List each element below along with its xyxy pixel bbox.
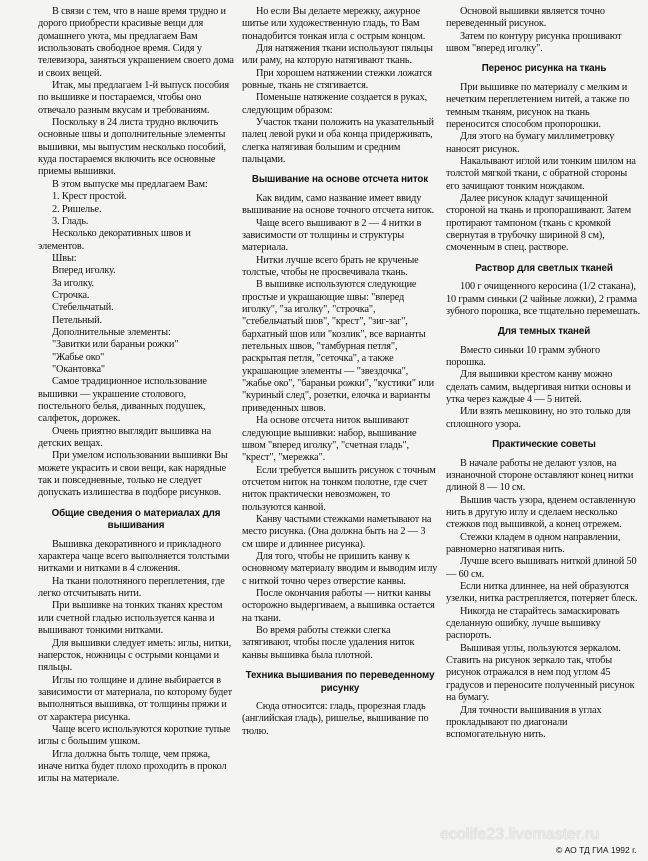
paragraph: Накалывают иглой или тонким шилом на толстой мягкой ткани, с обратной стороны его зачищают тонким нождаком.	[446, 155, 636, 192]
paragraph: Чаще всего вышивают в 2 — 4 нитки в зависимости от толщины и структуры материала.	[242, 217, 422, 254]
section-heading: Перенос рисунка на ткань	[481, 63, 607, 75]
paragraph: Но если Вы делаете мережку, ажурное шитье или художественную гладь, то Вам понадобится тонкая игла с острым концом.	[242, 6, 426, 42]
list-item: 3. Гладь.	[52, 215, 89, 227]
section-heading: Для темных тканей	[497, 326, 591, 338]
paragraph: Для того, чтобы не пришить канву к основному материалу вводим и выводим иглу с ниткой точно через отверстие канвы.	[242, 550, 438, 587]
paragraph: После окончания работы — нитки канвы осторожно выдергиваем, а вышивка остается на ткани.	[242, 587, 435, 624]
section-heading: Раствор для светлых тканей	[475, 262, 613, 274]
paragraph: В начале работы не делают узлов, на изнаночной стороне оставляют конец нитки длиной 8 — 10 см.	[446, 457, 634, 494]
paragraph: Для этого на бумагу миллиметровку наносят рисунок.	[446, 131, 615, 155]
paragraph: Канву частыми стежками наметывают на место рисунка. (Она должна быть на 2 — 3 см шире и длиннее рисунка).	[242, 513, 432, 550]
list-item: "Окантовка"	[52, 363, 105, 375]
paragraph: Если нитка длиннее, на ней образуются узелки, нитка растрепляется, потеряет блеск.	[446, 581, 638, 605]
paragraph: В этом выпуске мы предлагаем Вам:	[52, 178, 208, 190]
list-item: Стебельчатый.	[52, 302, 114, 314]
list-item: Строчка.	[52, 289, 90, 301]
paragraph: Участок ткани положить на указательный палец левой руки и оба конца придерживать, слегка натягивая большим и средним пальцами.	[242, 117, 434, 166]
paragraph: Игла должна быть толще, чем пряжа, иначе нитка будет плохо проходить в прокол иглы на материале.	[38, 748, 227, 785]
section-heading: Техника вышивания по переведенному рисунку	[245, 670, 435, 694]
paragraph: Для вышивки крестом канву можно сделать самим, выдергивая нитки основы и утка через каждые 4 — 5 нитей.	[446, 369, 631, 406]
section-heading: Практические советы	[492, 439, 596, 451]
paragraph: В вышивке используются следующие простые и украшающие швы: "вперед иголку", "за иголку", "строчка", "стебельчатый шов", "крест", "зиг-заг", бархатный шов или "козлик", все варианты петельных швов, "тамбурная петля", раскрытая петля, "сеточка", а также украшающие элементы — "звездочка", "жабье око", "бараньи рожки", "кустики" или "куриный след", розетки, елочка и варианты приведенных швов.	[242, 279, 434, 414]
list-item: За иголку.	[52, 277, 94, 289]
paragraph: Поскольку в 24 листа трудно включить основные швы и дополнительные элементы вышивки, мы выпустим несколько пособий, куда постараемся включить все основные приемы вышивки.	[38, 117, 226, 178]
list-item: "Жабье око"	[52, 351, 105, 363]
paragraph: Итак, мы предлагаем 1-й выпуск пособия по вышивке и постараемся, чтобы оно отвечало разным вкусам и требованиям.	[38, 80, 229, 116]
list-item: Вперед иголку.	[52, 265, 116, 277]
text-column-3	[446, 6, 642, 856]
paragraph: 100 г очищенного керосина (1/2 стакана), 10 грамм синьки (2 чайные ложки), 2 грамма зубного порошка, все тщательно перемешать.	[446, 281, 641, 317]
paragraph: Стежки кладем в одном направлении, равномерно натягивая нить.	[446, 531, 621, 556]
paragraph: Основой вышивки является точно переведенный рисунок.	[446, 6, 605, 30]
paragraph: Лучше всего вышивать ниткой длиной 50 — 60 см.	[446, 556, 637, 580]
paragraph: Нитки лучше всего брать не крученые толстые, чтобы не просвечивала ткань.	[242, 254, 419, 279]
paragraph: Как видим, само название имеет ввиду вышивание на основе точного отсчета ниток.	[242, 192, 435, 217]
paragraph: Для вышивки следует иметь: иглы, нитки, наперсток, ножницы с острыми концами и пяльцы.	[38, 637, 232, 674]
paragraph: Если требуется вышить рисунок с точным отсчетом ниток на тонком полотне, где счет ниток практически невозможен, то пользуются канвой.	[242, 464, 436, 513]
list-item: Дополнительные элементы:	[52, 326, 171, 338]
list-item: Швы:	[52, 252, 77, 264]
paragraph: Во время работы стежки слегка затягивают, чтобы после удаления ниток канвы вышивка была плотной.	[242, 625, 415, 661]
document-page	[38, 6, 642, 856]
watermark: ecolife23.livemaster.ru	[440, 826, 600, 843]
paragraph: Далее рисунок кладут зачищенной стороной на ткань и пропорашивают. Затем протирают тампоном (ткань с кромкой свернутая в трубочку шириной 8 см), смоченным в спец. растворе.	[446, 192, 631, 254]
paragraph: Поменьше натяжение создается в руках, следующим образом:	[242, 92, 428, 116]
text-column-2	[242, 6, 438, 856]
list-item: "Завитки или бараньи рожки"	[52, 339, 179, 351]
paragraph: Вышивая углы, пользуются зеркалом. Ставить на рисунок зеркало так, чтобы рисунок отражался в нем под углом 45 градусов и переносите полученный рисунок на бумагу.	[446, 642, 635, 704]
paragraph: Вышивка декоративного и прикладного характера чаще всего выполняется толстыми нитками и нитками в 4 сложения.	[38, 538, 230, 575]
list-item: Петельный.	[52, 314, 102, 326]
paragraph: При умелом использовании вышивки Вы можете украсить и свои вещи, как нарядные так и повседневные, только не следует допускать излишества в подборе рисунков.	[38, 450, 228, 499]
paragraph: Вышив часть узора, вденем оставленную нить в другую иглу и сделаем несколько стежков под вышивкой, а конец отрежем.	[446, 494, 636, 531]
paragraph: Для натяжения ткани используют пяльцы или раму, на которую натягивают ткань.	[242, 43, 433, 67]
paragraph: Никогда не старайтесь замаскировать сделанную ошибку, лучше вышивку распороть.	[446, 605, 620, 642]
list-item: 1. Крест простой.	[52, 191, 127, 203]
paragraph: Или взять мешковину, но это только для сплошного узора.	[446, 406, 631, 430]
paragraph: Чаще всего используются короткие тупые иглы с большим ушком.	[38, 723, 231, 748]
paragraph: Иглы по толщине и длине выбирается в зависимости от материала, по которому будет выполняться вышивка, от толщины пряжи и от характера рисунка.	[38, 674, 233, 723]
paragraph: При вышивке по материалу с мелким и нечетким переплетением нитей, а также по темным тканям, рисунок на ткань переносится способом пропорошки.	[446, 81, 630, 130]
section-heading: Общие сведения о материалах для вышивания	[51, 507, 221, 532]
paragraph: Сюда относится: гладь, прорезная гладь (английская гладь), ришелье, вышивание по тюлю.	[242, 701, 429, 737]
paragraph: При хорошем натяжении стежки ложатся ровные, ткань не стягивается.	[242, 67, 432, 92]
paragraph: Очень приятно выглядит вышивка на детских вещах.	[38, 425, 211, 450]
text-column-1	[38, 6, 234, 856]
paragraph: При вышивке на тонких тканях крестом или счетной гладью используется канва и вышивают тонкими нитками.	[38, 600, 223, 637]
paragraph: Несколько декоративных швов и элементов.	[38, 228, 191, 252]
list-item: 2. Ришелье.	[52, 203, 102, 215]
copyright-note: © АО ТД ГИА 1992 г.	[556, 845, 637, 855]
paragraph: Затем по контуру рисунка прошивают швом "вперед иголку".	[446, 30, 622, 55]
paragraph: На основе отсчета ниток вышивают следующие вышивки: набор, вышивание швом "вперед иголку", "счетная гладь", "крест", "мережка".	[242, 415, 417, 464]
paragraph: На ткани полотняного переплетения, где легко отсчитывать нити.	[38, 575, 225, 600]
paragraph: В связи с тем, что в наше время трудно и дорого приобрести красивые вещи для домашнего уюта, мы предлагаем Вам использовать свободное время. Сидя у телевизора, заняться украшением своего дома и своих вещей.	[38, 6, 234, 79]
paragraph: Для точности вышивания в углах прокладывают по диагонали вспомогательную нить.	[446, 704, 602, 741]
paragraph: Вместо синьки 10 грамм зубного порошка.	[446, 344, 601, 369]
section-heading: Вышивание на основе отсчета ниток	[251, 174, 429, 186]
paragraph: Самое традиционное использование вышивки — украшение столового, постельного белья, диванных подушек, салфеток, дорожек.	[38, 376, 207, 425]
